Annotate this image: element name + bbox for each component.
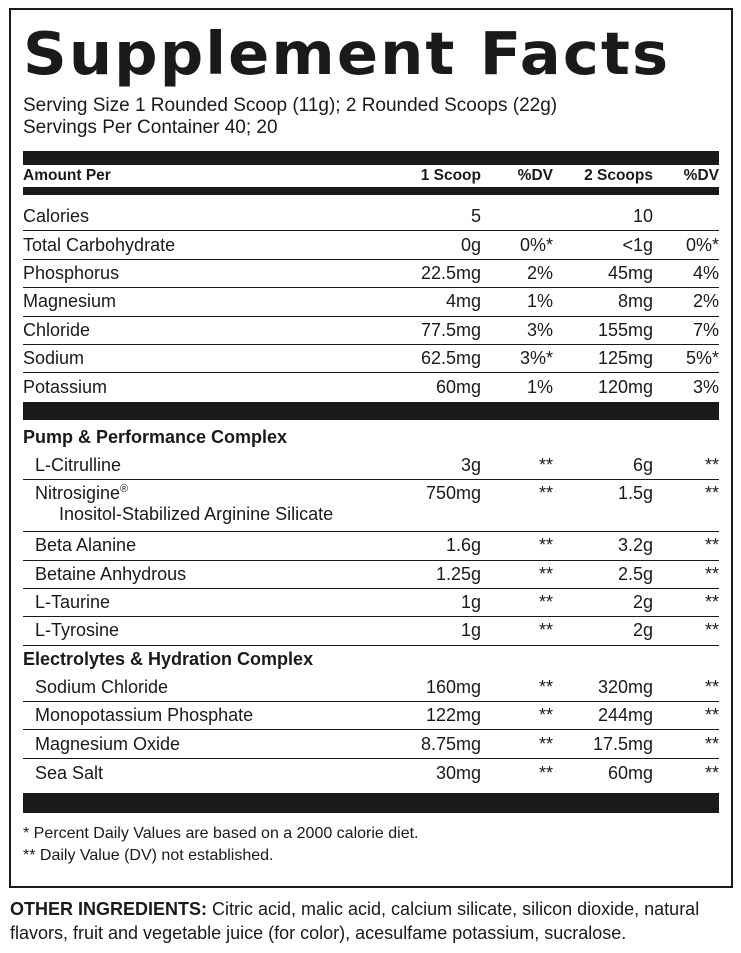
- amount-1-scoop: 4mg: [445, 291, 481, 312]
- panel-title: Supplement Facts: [23, 19, 671, 88]
- amount-1-scoop: 62.5mg: [420, 348, 481, 369]
- dv-1-scoop: 1%: [526, 377, 553, 398]
- dv-1-scoop: **: [538, 676, 553, 697]
- dv-2-scoops: **: [704, 676, 719, 697]
- pump-section-title: Pump & Performance Complex: [23, 427, 288, 448]
- amount-1-scoop: 122mg: [425, 705, 481, 726]
- dv-1-scoop: **: [538, 733, 553, 754]
- other-ingredients-text: Citric acid, malic acid, calcium silicate, silicon dioxide, natural flavors, fruit and vegetable juice (for color), acesulfame potassium, sucralose.: [10, 899, 700, 943]
- ingredient-row: [23, 317, 719, 345]
- ingredient-subname: Inositol-Stabilized Arginine Silicate: [59, 504, 334, 525]
- nutrient-list: [23, 203, 719, 402]
- amount-2-scoops: 1.5g: [617, 483, 653, 504]
- dv-2-scoops: **: [704, 733, 719, 754]
- ingredient-name: Total Carbohydrate: [23, 234, 176, 255]
- ingredient-row: [23, 589, 719, 617]
- ingredient-name: Sea Salt: [35, 762, 104, 783]
- amount-2-scoops: 17.5mg: [592, 733, 653, 754]
- ingredient-row: [23, 702, 719, 730]
- ingredient-row: [23, 759, 719, 787]
- registered-mark: ®: [120, 483, 129, 496]
- amount-1-scoop: 8.75mg: [420, 733, 481, 754]
- dv-1-scoop: **: [538, 483, 553, 504]
- ingredient-name: Sodium Chloride: [35, 676, 169, 697]
- dv-2-scoops: **: [704, 563, 719, 584]
- amount-1-scoop: 160mg: [425, 676, 481, 697]
- ingredient-row: [23, 674, 719, 702]
- dv-1-scoop: **: [538, 454, 553, 475]
- divider-thick: [23, 151, 719, 165]
- footnote-not-established: ** Daily Value (DV) not established.: [23, 847, 274, 865]
- ingredient-name: L-Taurine: [35, 592, 111, 613]
- servings-per-container: Servings Per Container 40; 20: [23, 117, 278, 138]
- header-scoop1: 1 Scoop: [420, 167, 481, 184]
- amount-1-scoop: 3g: [460, 454, 481, 475]
- amount-1-scoop: 0g: [460, 234, 481, 255]
- amount-2-scoops: 155mg: [597, 319, 653, 340]
- dv-2-scoops: **: [704, 620, 719, 641]
- serving-info: [23, 95, 719, 139]
- ingredient-row: [23, 373, 719, 401]
- ingredient-row: [23, 260, 719, 288]
- amount-2-scoops: 10: [632, 206, 653, 227]
- amount-1-scoop: 1g: [460, 592, 481, 613]
- dv-1-scoop: **: [538, 563, 553, 584]
- amount-2-scoops: 320mg: [597, 676, 653, 697]
- dv-2-scoops: 5%*: [685, 348, 719, 369]
- ingredient-row: [23, 288, 719, 316]
- dv-1-scoop: **: [538, 705, 553, 726]
- ingredient-row: [23, 452, 719, 480]
- ingredient-name: Chloride: [23, 319, 91, 340]
- amount-1-scoop: 1.6g: [445, 535, 481, 556]
- footnotes: [23, 823, 719, 867]
- ingredient-name: Sodium: [23, 348, 85, 369]
- ingredient-name: Beta Alanine: [35, 535, 137, 556]
- ingredient-name: Calories: [23, 206, 90, 227]
- divider-thick: [23, 402, 719, 420]
- amount-1-scoop: 750mg: [425, 483, 481, 504]
- dv-2-scoops: **: [704, 454, 719, 475]
- amount-2-scoops: 3.2g: [617, 535, 653, 556]
- serving-size: Serving Size 1 Rounded Scoop (11g); 2 Rounded Scoops (22g): [23, 95, 558, 116]
- ingredient-name: Magnesium Oxide: [35, 733, 181, 754]
- amount-2-scoops: 125mg: [597, 348, 653, 369]
- ingredient-row: [23, 203, 719, 231]
- dv-2-scoops: **: [704, 483, 719, 504]
- amount-2-scoops: 6g: [632, 454, 653, 475]
- dv-1-scoop: **: [538, 535, 553, 556]
- ingredient-row: [23, 617, 719, 645]
- divider-mid: [23, 187, 719, 195]
- footnote-dv: * Percent Daily Values are based on a 2000 calorie diet.: [23, 825, 419, 843]
- dv-2-scoops: **: [704, 535, 719, 556]
- dv-2-scoops: **: [704, 705, 719, 726]
- electrolytes-section-title: Electrolytes & Hydration Complex: [23, 649, 314, 670]
- ingredient-row: [23, 345, 719, 373]
- pump-list: [23, 452, 719, 646]
- ingredient-row: [23, 480, 719, 532]
- electrolytes-list: [23, 674, 719, 788]
- header-dv1: %DV: [517, 167, 553, 184]
- amount-2-scoops: <1g: [622, 234, 653, 255]
- amount-1-scoop: 1g: [460, 620, 481, 641]
- ingredient-name: Phosphorus: [23, 262, 120, 283]
- amount-2-scoops: 45mg: [607, 262, 653, 283]
- ingredient-row: [23, 730, 719, 758]
- ingredient-name: L-Citrulline: [35, 454, 122, 475]
- ingredient-name: Potassium: [23, 377, 108, 398]
- amount-2-scoops: 2g: [632, 592, 653, 613]
- dv-1-scoop: 3%: [526, 319, 553, 340]
- dv-2-scoops: 4%: [692, 262, 719, 283]
- dv-1-scoop: 1%: [526, 291, 553, 312]
- dv-2-scoops: 2%: [692, 291, 719, 312]
- amount-2-scoops: 8mg: [617, 291, 653, 312]
- amount-2-scoops: 60mg: [607, 762, 653, 783]
- ingredient-row: [23, 561, 719, 589]
- dv-1-scoop: 2%: [526, 262, 553, 283]
- amount-1-scoop: 77.5mg: [420, 319, 481, 340]
- dv-2-scoops: 7%: [692, 319, 719, 340]
- amount-1-scoop: 22.5mg: [420, 262, 481, 283]
- ingredient-row: [23, 231, 719, 259]
- supplement-facts-panel: [9, 8, 733, 888]
- dv-2-scoops: 3%: [692, 377, 719, 398]
- ingredient-name: Monopotassium Phosphate: [35, 705, 254, 726]
- ingredient-name: L-Tyrosine: [35, 620, 120, 641]
- ingredient-row: [23, 532, 719, 560]
- column-header: [23, 165, 719, 187]
- amount-2-scoops: 244mg: [597, 705, 653, 726]
- dv-1-scoop: 0%*: [519, 234, 553, 255]
- header-scoop2: 2 Scoops: [584, 167, 653, 184]
- dv-2-scoops: **: [704, 592, 719, 613]
- dv-2-scoops: 0%*: [685, 234, 719, 255]
- dv-1-scoop: **: [538, 592, 553, 613]
- amount-1-scoop: 5: [470, 206, 481, 227]
- amount-1-scoop: 30mg: [435, 762, 481, 783]
- dv-1-scoop: 3%*: [519, 348, 553, 369]
- amount-1-scoop: 1.25g: [435, 563, 481, 584]
- amount-2-scoops: 120mg: [597, 377, 653, 398]
- ingredient-name-text: Nitrosigine: [35, 483, 121, 504]
- header-dv2: %DV: [683, 167, 719, 184]
- dv-1-scoop: **: [538, 762, 553, 783]
- other-ingredients-label: OTHER INGREDIENTS:: [10, 899, 208, 919]
- divider-thick: [23, 793, 719, 813]
- dv-2-scoops: **: [704, 762, 719, 783]
- ingredient-name: Magnesium: [23, 291, 117, 312]
- other-ingredients: [10, 897, 735, 945]
- ingredient-name: Betaine Anhydrous: [35, 563, 187, 584]
- amount-2-scoops: 2.5g: [617, 563, 653, 584]
- dv-1-scoop: **: [538, 620, 553, 641]
- ingredient-name: [23, 483, 361, 525]
- amount-1-scoop: 60mg: [435, 377, 481, 398]
- amount-2-scoops: 2g: [632, 620, 653, 641]
- header-amount-per: Amount Per: [23, 167, 111, 184]
